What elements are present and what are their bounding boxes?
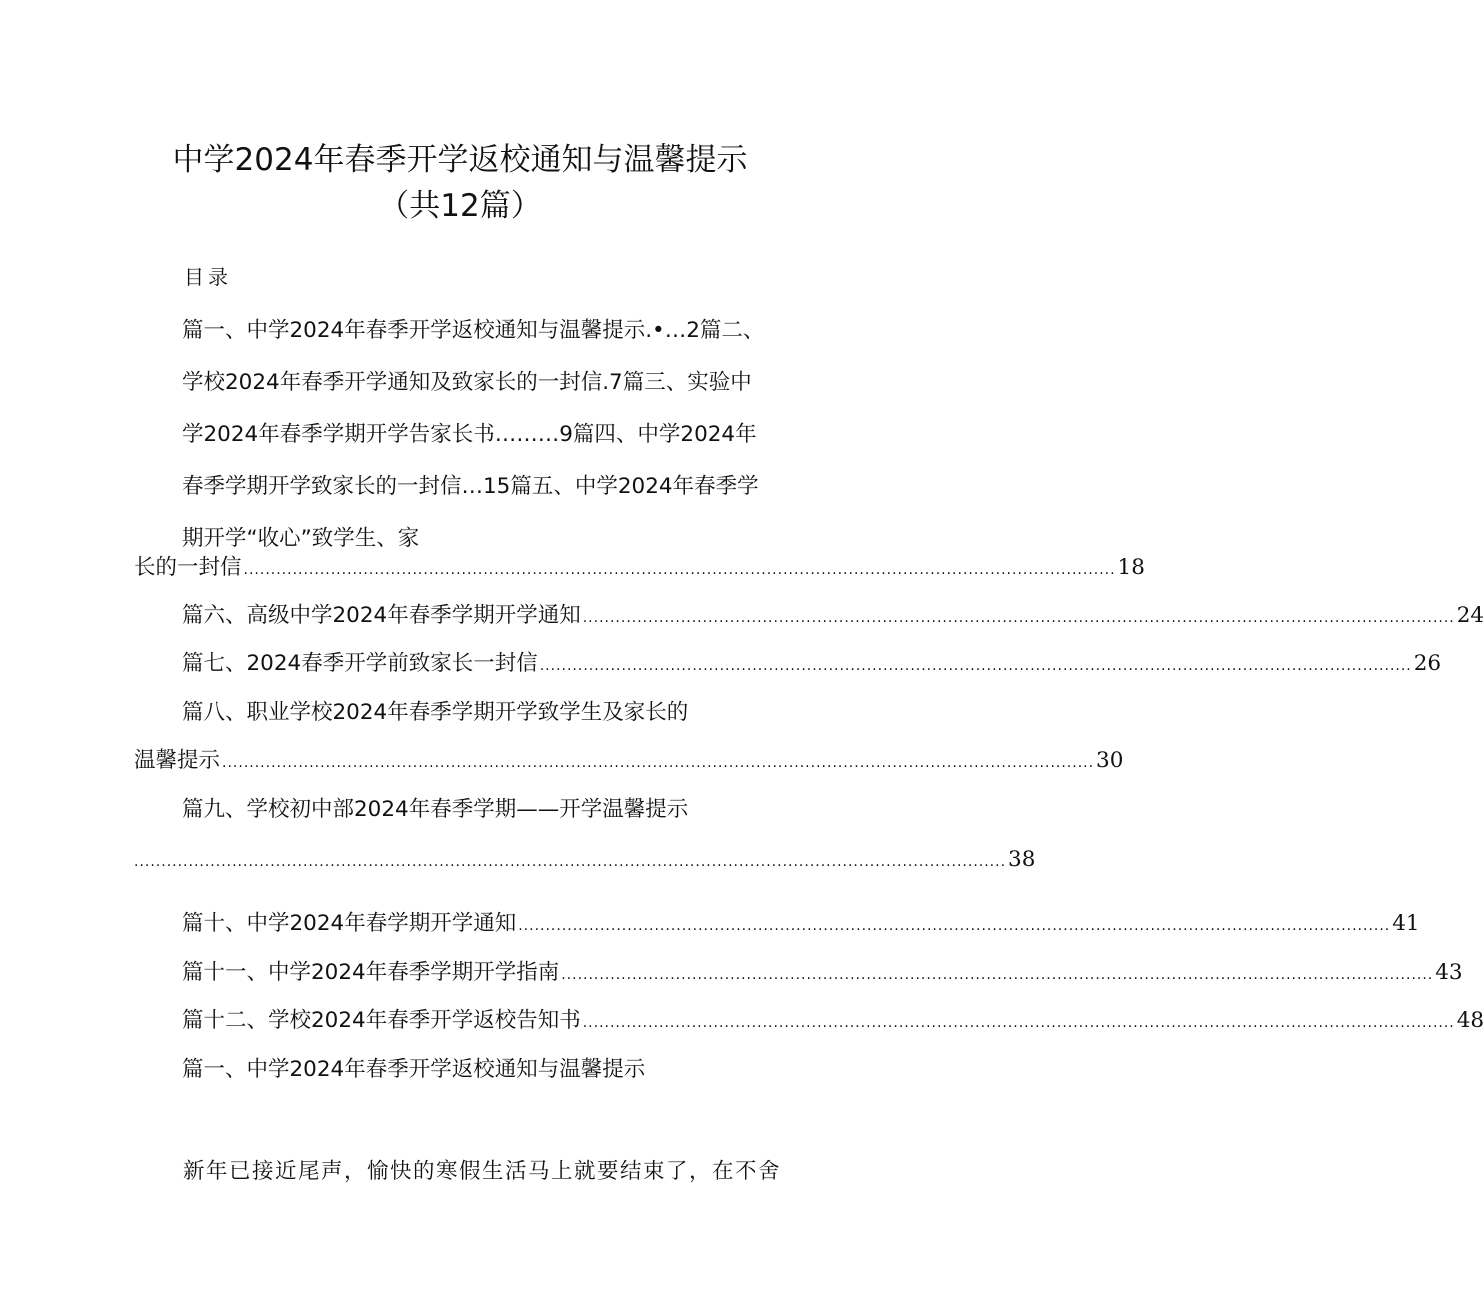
document-subtitle: （共12篇） (378, 188, 542, 224)
toc-leader-dots: ................................................................................................................................................................ (243, 562, 1116, 578)
toc-leader-dots: ................................................................................................................................................................ (539, 658, 1412, 674)
toc-entry-title: 篇六、高级中学2024年春季学期开学通知 (182, 603, 581, 628)
toc-entry-page: 38 (1008, 847, 1036, 872)
toc-paragraph (182, 305, 802, 565)
section-heading: 篇一、中学2024年春季开学返校通知与温馨提示 (182, 1057, 646, 1082)
toc-entry[interactable] (134, 553, 1145, 585)
toc-paragraph-line: 学校2024年春季开学通知及致家长的一封信.7篇三、实验中 (182, 370, 752, 395)
toc-leader-dots: ................................................................................................................................................................ (561, 967, 1434, 983)
toc-paragraph-line: 期开学“收心”致学生、家 (182, 526, 420, 551)
toc-entry-title[interactable]: 篇九、学校初中部2024年春季学期——开学温馨提示 (182, 797, 689, 822)
toc-entry-page: 41 (1392, 911, 1420, 936)
toc-entry-title: 长的一封信 (134, 555, 242, 580)
toc-leader-dots: ................................................................................................................................................................ (222, 755, 1095, 771)
toc-entry[interactable] (182, 958, 1463, 990)
toc-entry[interactable] (134, 845, 1036, 877)
toc-entry-page: 26 (1413, 651, 1442, 676)
toc-entry-title: 篇七、2024春季开学前致家长一封信 (182, 651, 538, 676)
toc-leader-dots: ................................................................................................................................................................ (582, 1015, 1455, 1031)
toc-entry[interactable] (182, 649, 1442, 681)
toc-entry[interactable] (182, 1006, 1484, 1038)
toc-heading: 目录 (184, 265, 232, 289)
toc-entry-page: 24 (1456, 603, 1484, 628)
toc-entry[interactable] (182, 601, 1484, 633)
document-title: 中学2024年春季开学返校通知与温馨提示 (172, 142, 748, 178)
toc-entry-title-cont: 温馨提示 (134, 748, 221, 773)
toc-entry-title: 篇十一、中学2024年春季学期开学指南 (182, 960, 560, 985)
toc-leader-dots: ................................................................................................................................................................ (582, 610, 1455, 626)
toc-paragraph-line: 春季学期开学致家长的一封信…15篇五、中学2024年春季学 (182, 474, 759, 499)
toc-entry-page: 48 (1456, 1008, 1484, 1033)
toc-entry-page: 18 (1117, 555, 1145, 580)
toc-paragraph-line: 学2024年春季学期开学告家长书………9篇四、中学2024年 (182, 422, 757, 447)
toc-leader-dots: ................................................................................................................................................................ (134, 854, 1007, 870)
toc-entry-page: 43 (1435, 960, 1463, 985)
toc-entry-title: 篇十二、学校2024年春季开学返校告知书 (182, 1008, 581, 1033)
toc-entry-page: 30 (1096, 748, 1124, 773)
toc-leader-dots: ................................................................................................................................................................ (518, 918, 1391, 934)
toc-paragraph-line: 篇一、中学2024年春季开学返校通知与温馨提示.•…2篇二、 (182, 318, 765, 343)
toc-entry-title[interactable]: 篇八、职业学校2024年春季学期开学致学生及家长的 (182, 700, 689, 725)
toc-entry[interactable] (182, 909, 1420, 941)
toc-entry[interactable] (134, 746, 1124, 778)
toc-entry-title: 篇十、中学2024年春学期开学通知 (182, 911, 517, 936)
body-paragraph: 新年已接近尾声，愉快的寒假生活马上就要结束了，在不舍 (183, 1159, 782, 1184)
